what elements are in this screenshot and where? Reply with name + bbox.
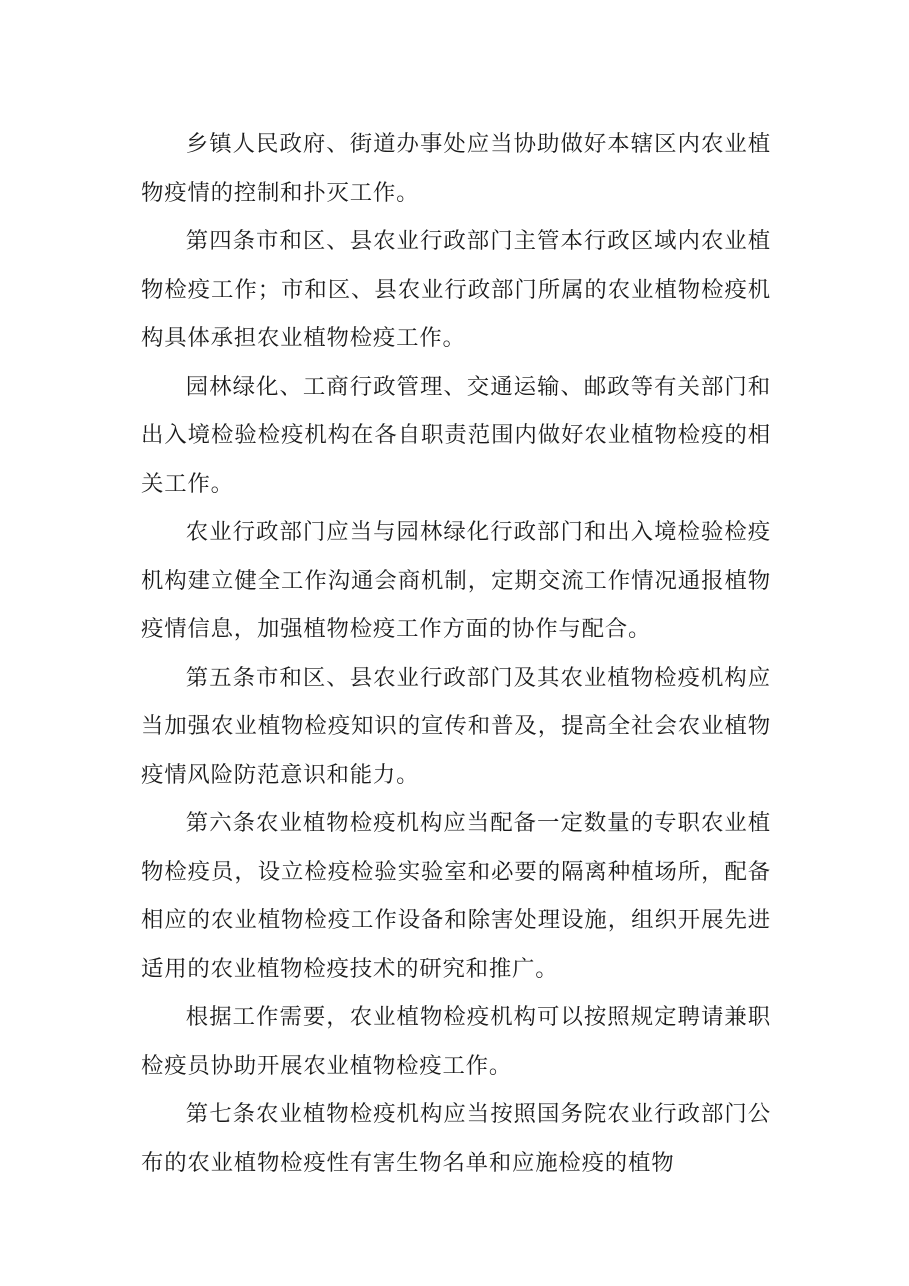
paragraph-5: 第五条市和区、县农业行政部门及其农业植物检疫机构应当加强农业植物检疫知识的宣传和普及，提高全社会农业植物疫情风险防范意识和能力。 [141, 664, 771, 788]
document-body [141, 120, 771, 1187]
paragraph-6: 第六条农业植物检疫机构应当配备一定数量的专职农业植物检疫员，设立检疫检验实验室和必要的隔离种植场所，配备相应的农业植物检疫工作设备和除害处理设施，组织开展先进适用的农业植物检疫技术的研究和推广。 [141, 810, 771, 982]
paragraph-2: 第四条市和区、县农业行政部门主管本行政区域内农业植物检疫工作；市和区、县农业行政部门所属的农业植物检疫机构具体承担农业植物检疫工作。 [141, 228, 771, 351]
paragraph-1: 乡镇人民政府、街道办事处应当协助做好本辖区内农业植物疫情的控制和扑灭工作。 [141, 131, 771, 206]
paragraph-3: 园林绿化、工商行政管理、交通运输、邮政等有关部门和出入境检验检疫机构在各自职责范围内做好农业植物检疫的相关工作。 [141, 373, 771, 497]
paragraph-4: 农业行政部门应当与园林绿化行政部门和出入境检验检疫机构建立健全工作沟通会商机制，定期交流工作情况通报植物疫情信息，加强植物检疫工作方面的协作与配合。 [141, 519, 771, 642]
paragraph-8: 第七条农业植物检疫机构应当按照国务院农业行政部门公布的农业植物检疫性有害生物名单和应施检疫的植物 [141, 1101, 771, 1176]
paragraph-7: 根据工作需要，农业植物检疫机构可以按照规定聘请兼职检疫员协助开展农业植物检疫工作。 [141, 1004, 771, 1079]
